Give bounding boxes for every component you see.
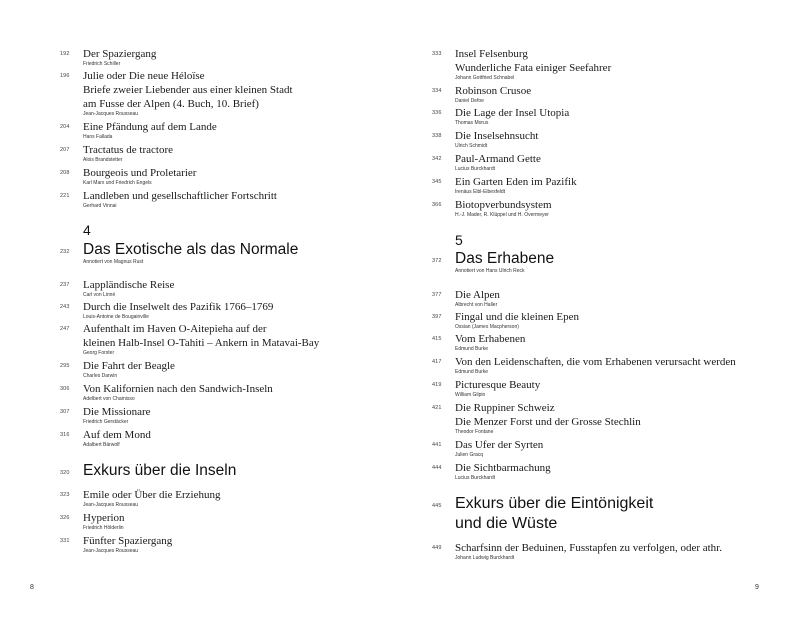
entry-title: Tractatus de tractore <box>83 144 174 156</box>
entry-title: Der Spaziergang <box>83 48 157 60</box>
page-ref: 316 <box>60 432 70 438</box>
entry-author: Edmund Burke <box>455 369 489 375</box>
page-ref: 372 <box>432 258 442 264</box>
entry-title: Landleben und gesellschaftlicher Fortschritt <box>83 190 277 202</box>
entry-title: Auf dem Mond <box>83 429 151 441</box>
entry-title: Hyperion <box>83 512 125 524</box>
entry-title: Paul-Armand Gette <box>455 153 541 165</box>
page-ref: 331 <box>60 538 70 544</box>
page-number-left: 8 <box>30 584 34 591</box>
entry-title: Bourgeois und Proletarier <box>83 167 197 179</box>
section-title: Das Exotische als das Normale <box>83 241 299 258</box>
page-ref: 445 <box>432 503 442 509</box>
entry-title: Durch die Inselwelt des Pazifik 1766–1769 <box>83 301 274 313</box>
entry-title: Die Lage der Insel Utopia <box>455 107 570 119</box>
entry-title: Ein Garten Eden im Pazifik <box>455 176 577 188</box>
entry-author: Hans Fallada <box>83 134 113 140</box>
entry-title: Das Ufer der Syrten <box>455 439 544 451</box>
section-number: 4 <box>83 222 91 238</box>
entry-title: Die Alpen <box>455 289 500 301</box>
entry-title: Vom Erhabenen <box>455 333 526 345</box>
entry-title: Die Sichtbarmachung <box>455 462 551 474</box>
section-annotation: Annotiert von Hans Ulrich Reck <box>455 268 525 274</box>
page-ref: 204 <box>60 124 70 130</box>
page-ref: 366 <box>432 202 442 208</box>
entry-author: Adalbert Bärwolf <box>83 442 120 448</box>
entry-title: Aufenthalt im Haven O-Aitepieha auf der <box>83 323 267 335</box>
exkurs-title: Exkurs über die Inseln <box>83 462 237 479</box>
entry-author: Friedrich Gerstäcker <box>83 419 129 425</box>
section-annotation: Annotiert von Magnus Rust <box>83 259 144 265</box>
entry-author: William Gilpin <box>455 392 486 398</box>
page-ref: 323 <box>60 492 70 498</box>
section-number: 5 <box>455 232 463 248</box>
section-title: Das Erhabene <box>455 250 555 267</box>
entry-title-line: kleinen Halb-Insel O-Tahiti – Ankern in Matavai-Bay <box>83 337 320 349</box>
entry-author: Ossian (James Macpherson) <box>455 324 519 330</box>
entry-author: Thomas Morus <box>455 120 489 126</box>
entry-title: Insel Felsenburg <box>455 48 528 60</box>
page-ref: 333 <box>432 51 442 57</box>
entry-title: Biotopverbundsystem <box>455 199 552 211</box>
entry-author: Lucius Burckhardt <box>455 166 496 172</box>
page-ref: 247 <box>60 326 70 332</box>
entry-title: Fünfter Spaziergang <box>83 535 173 547</box>
entry-author: Irenäus Eibl-Eibesfeldt <box>455 189 506 195</box>
page-ref: 326 <box>60 515 70 521</box>
page-number-right: 9 <box>755 584 759 591</box>
entry-author: Adelbert von Chamisso <box>83 396 135 402</box>
page-ref: 192 <box>60 51 70 57</box>
page-ref: 307 <box>60 409 70 415</box>
entry-author: Alois Brandstetter <box>83 157 123 163</box>
entry-author: Jean-Jacques Rousseau <box>83 111 139 117</box>
page-ref: 232 <box>60 249 70 255</box>
page-ref: 221 <box>60 193 70 199</box>
page-ref: 336 <box>432 110 442 116</box>
page-ref: 415 <box>432 336 442 342</box>
page-ref: 397 <box>432 314 442 320</box>
entry-author: Karl Marx und Friedrich Engels <box>83 180 152 186</box>
page-ref: 334 <box>432 88 442 94</box>
page-ref: 342 <box>432 156 442 162</box>
page-ref: 237 <box>60 282 70 288</box>
page-ref: 377 <box>432 292 442 298</box>
page-ref: 207 <box>60 147 70 153</box>
entry-author: Louis-Antoine de Bougainville <box>83 314 149 320</box>
entry-title: Scharfsinn der Beduinen, Fusstapfen zu verfolgen, oder athr. <box>455 542 722 554</box>
page-ref: 421 <box>432 405 442 411</box>
entry-title-line: am Fusse der Alpen (4. Buch, 10. Brief) <box>83 98 259 110</box>
entry-title-line: Briefe zweier Liebender aus einer kleinen Stadt <box>83 84 293 96</box>
page-ref: 243 <box>60 304 70 310</box>
entry-author: Carl von Linné <box>83 292 116 298</box>
page-ref: 444 <box>432 465 442 471</box>
entry-title-line: Wunderliche Fata einiger Seefahrer <box>455 62 612 74</box>
entry-title: Die Ruppiner Schweiz <box>455 402 555 414</box>
entry-title: Fingal und die kleinen Epen <box>455 311 580 323</box>
page-ref: 208 <box>60 170 70 176</box>
entry-author: Johann Gottfried Schnabel <box>455 75 515 81</box>
entry-author: Theodor Fontane <box>455 429 494 435</box>
entry-author: Charles Darwin <box>83 373 118 379</box>
entry-title: Von Kalifornien nach den Sandwich-Inseln <box>83 383 273 395</box>
exkurs-title-line: und die Wüste <box>455 515 558 532</box>
entry-author: Jean-Jacques Rousseau <box>83 548 139 554</box>
entry-author: Friedrich Schiller <box>83 61 121 67</box>
page-ref: 449 <box>432 545 442 551</box>
entry-author: Julien Gracq <box>455 452 484 458</box>
entry-title: Lappländische Reise <box>83 279 175 291</box>
page-ref: 320 <box>60 470 70 476</box>
entry-title: Emile oder Über die Erziehung <box>83 489 221 501</box>
exkurs-title: Exkurs über die Eintönigkeit <box>455 495 654 512</box>
entry-title: Robinson Crusoe <box>455 85 532 97</box>
entry-title: Eine Pfändung auf dem Lande <box>83 121 217 133</box>
entry-author: Edmund Burke <box>455 346 489 352</box>
entry-title: Die Missionare <box>83 406 151 418</box>
entry-author: Daniel Defoe <box>455 98 484 104</box>
entry-author: Friedrich Hölderlin <box>83 525 124 531</box>
entry-author: Gerhard Vinnai <box>83 203 117 209</box>
page-ref: 441 <box>432 442 442 448</box>
entry-author: Johann Ludwig Burckhardt <box>455 555 515 561</box>
page-ref: 345 <box>432 179 442 185</box>
entry-title: Die Fahrt der Beagle <box>83 360 175 372</box>
entry-title: Die Inselsehnsucht <box>455 130 539 142</box>
page-ref: 295 <box>60 363 70 369</box>
page-ref: 338 <box>432 133 442 139</box>
page-ref: 306 <box>60 386 70 392</box>
page-ref: 417 <box>432 359 442 365</box>
entry-author: Georg Forster <box>83 350 115 356</box>
entry-author: Jean-Jacques Rousseau <box>83 502 139 508</box>
page-ref: 419 <box>432 382 442 388</box>
entry-title: Picturesque Beauty <box>455 379 541 391</box>
entry-author: H.-J. Mader, R. Klüppel und H. Overmeyer <box>455 212 549 218</box>
entry-title-line: Die Menzer Forst und der Grosse Stechlin <box>455 416 641 428</box>
entry-title: Julie oder Die neue Héloïse <box>83 70 205 82</box>
entry-author: Albrecht von Haller <box>455 302 498 308</box>
entry-author: Lucius Burckhardt <box>455 475 496 481</box>
page-ref: 196 <box>60 73 70 79</box>
entry-title: Von den Leidenschaften, die vom Erhabenen verursacht werden <box>455 356 736 368</box>
entry-author: Ulrich Schmidt <box>455 143 488 149</box>
